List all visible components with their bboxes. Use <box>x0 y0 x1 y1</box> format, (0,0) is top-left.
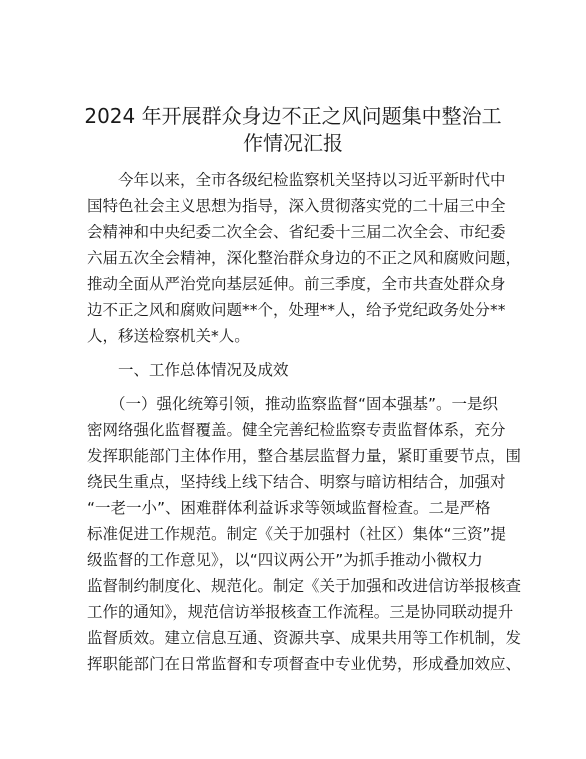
intro-line: 国特色社会主义思想为指导，深入贯彻落实党的二十届三中全 <box>87 197 506 215</box>
section-line: “一老一小”、困难群体利益诉求等领域监督检查。二是严格 <box>87 499 491 517</box>
section-line: 监督质效。建立信息互通、资源共享、成果共用等工作机制，发 <box>87 629 522 647</box>
intro-line: 边不正之风和腐败问题**个，处理**人，给予党纪政务处分** <box>87 301 506 319</box>
section-line: 挥职能部门在日常监督和专项督查中专业优势，形成叠加效应、 <box>87 655 522 673</box>
document-title-line-1: 2024 年开展群众身边不正之风问题集中整治工 <box>84 104 502 128</box>
section-line: 标准促进工作规范。制定《关于加强村（社区）集体“三资”提 <box>87 525 507 543</box>
section-line: 级监督的工作意见》，以“四议两公开”为抓手推动小微权力 <box>87 551 483 569</box>
intro-line: 人，移送检察机关*人。 <box>87 327 250 345</box>
section-line: （一）强化统筹引领，推动监察监督“固本强基”。一是织 <box>110 395 499 413</box>
section-line: 发挥职能部门主体作用，整合基层监督力量，紧盯重要节点，围 <box>87 447 522 465</box>
intro-line: 推动全面从严治党向基层延伸。前三季度，全市共查处群众身 <box>87 275 506 293</box>
section-line: 监督制约制度化、规范化。制定《关于加强和改进信访举报核查 <box>87 577 522 595</box>
section-line: 密网络强化监督覆盖。健全完善纪检监察专责监督体系，充分 <box>87 421 506 439</box>
intro-line: 会精神和中央纪委二次全会、省纪委十三届二次全会、市纪委 <box>87 223 506 241</box>
section-line: 工作的通知》，规范信访举报核查工作流程。三是协同联动提升 <box>87 603 514 621</box>
intro-line: 六届五次全会精神，深化整治群众身边的不正之风和腐败问题， <box>87 249 522 267</box>
document-title-line-2: 作情况汇报 <box>243 131 343 155</box>
section-line: 绕民生重点，坚持线上线下结合、明察与暗访相结合，加强对 <box>87 473 506 491</box>
section-heading: 一、工作总体情况及成效 <box>118 361 289 379</box>
intro-line: 今年以来，全市各级纪检监察机关坚持以习近平新时代中 <box>118 171 506 189</box>
